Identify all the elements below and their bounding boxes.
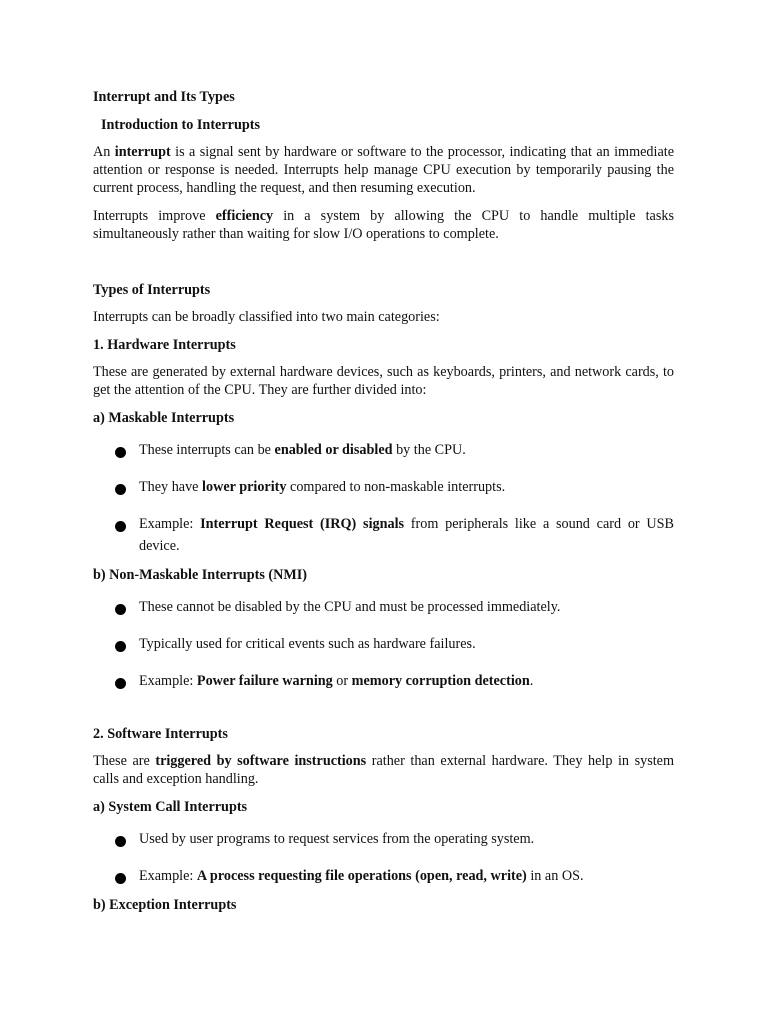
software-paragraph: These are triggered by software instructions rather than external hardware. They help in system calls and exception handling.	[93, 753, 675, 787]
document-body	[93, 88, 674, 914]
maskable-heading: a) Maskable Interrupts	[93, 410, 235, 426]
bullet-icon	[115, 604, 126, 615]
intro-paragraph-1: An interrupt is a signal sent by hardware or software to the processor, indicating that an immediate attention or response is needed. Interrupts help manage CPU execution by temporarily pausing the current process, handling the request, and then resuming execution.	[93, 144, 674, 196]
list-item: These cannot be disabled by the CPU and must be processed immediately.	[93, 596, 674, 618]
bullet-icon	[115, 521, 126, 532]
hardware-paragraph: These are generated by external hardware devices, such as keyboards, printers, and network cards, to get the attention of the CPU. They are further divided into:	[93, 364, 674, 398]
list-item: Typically used for critical events such as hardware failures.	[93, 633, 674, 655]
list-item: Example: Power failure warning or memory corruption detection.	[93, 670, 674, 692]
nmi-list	[93, 596, 674, 692]
intro-heading: Introduction to Interrupts	[101, 117, 260, 133]
types-paragraph: Interrupts can be broadly classified into two main categories:	[93, 309, 440, 325]
bullet-icon	[115, 447, 126, 458]
types-heading: Types of Interrupts	[93, 282, 211, 298]
list-item: These interrupts can be enabled or disabled by the CPU.	[93, 439, 674, 461]
hardware-heading: 1. Hardware Interrupts	[93, 337, 236, 353]
bullet-icon	[115, 873, 126, 884]
bullet-icon	[115, 836, 126, 847]
maskable-list	[93, 439, 674, 557]
bullet-icon	[115, 678, 126, 689]
software-heading: 2. Software Interrupts	[93, 726, 228, 742]
syscall-heading: a) System Call Interrupts	[93, 799, 248, 815]
bullet-icon	[115, 484, 126, 495]
list-item: Example: Interrupt Request (IRQ) signals from peripherals like a sound card or USB device.	[93, 513, 674, 557]
list-item: Example: A process requesting file operations (open, read, write) in an OS.	[93, 865, 674, 887]
document-title: Interrupt and Its Types	[93, 89, 235, 105]
list-item: Used by user programs to request services from the operating system.	[93, 828, 674, 850]
intro-paragraph-2: Interrupts improve efficiency in a system by allowing the CPU to handle multiple tasks simultaneously rather than waiting for slow I/O operations to complete.	[93, 208, 674, 242]
exception-heading: b) Exception Interrupts	[93, 897, 237, 913]
nmi-heading: b) Non-Maskable Interrupts (NMI)	[93, 567, 307, 583]
syscall-list	[93, 828, 674, 887]
list-item: They have lower priority compared to non-maskable interrupts.	[93, 476, 674, 498]
bullet-icon	[115, 641, 126, 652]
